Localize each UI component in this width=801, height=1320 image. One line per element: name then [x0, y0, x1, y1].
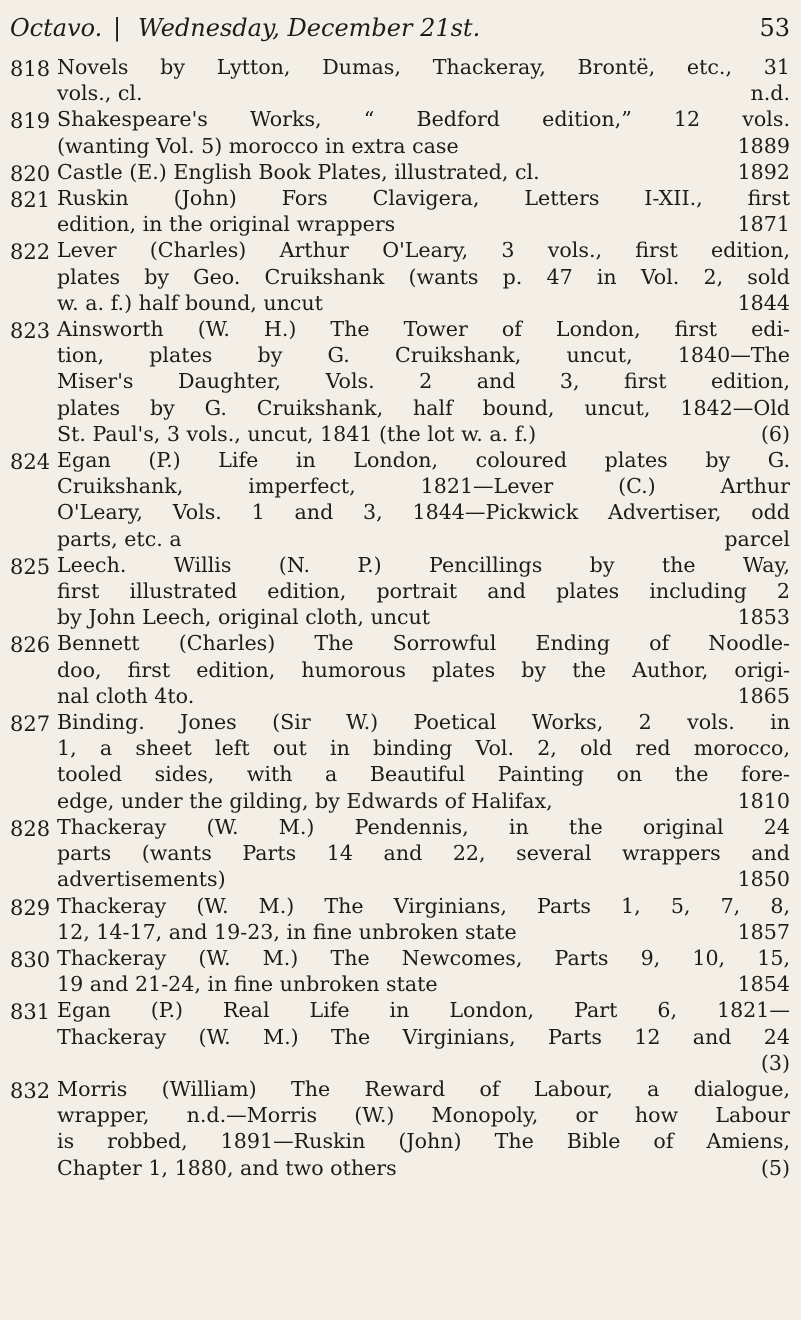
lot-description-line: Binding. Jones (Sir W.) Poetical Works, 2 vols. in	[57, 710, 790, 735]
lot-description	[57, 316, 800, 447]
lot-description-line: plates by G. Cruikshank, half bound, uncut, 1842—Old	[57, 395, 790, 420]
lot-description-line: plates by Geo. Cruikshank (wants p. 47 in Vol. 2, sold	[57, 264, 790, 289]
lot-description-line: Chapter 1, 1880, and two others (5)	[57, 1155, 790, 1180]
lot-description-line: O'Leary, Vols. 1 and 3, 1844—Pickwick Advertiser, odd	[57, 500, 790, 525]
lot-entry	[10, 237, 800, 316]
lot-description-line: 19 and 21-24, in fine unbroken state 1854	[57, 972, 790, 997]
lot-number: 829	[10, 895, 51, 920]
lot-description-line: Thackeray (W. M.) Pendennis, in the original 24	[57, 814, 790, 839]
lot-description-line: St. Paul's, 3 vols., uncut, 1841 (the lot w. a. f.) (6)	[57, 421, 790, 446]
lot-description	[57, 106, 800, 158]
lot-description	[57, 945, 800, 997]
lot-entry	[10, 54, 800, 106]
lot-list	[10, 54, 800, 1181]
lot-entry	[10, 709, 800, 814]
lot-entry	[10, 185, 800, 237]
lot-number: 820	[10, 161, 51, 186]
lot-description-line: Leech. Willis (N. P.) Pencillings by the Way,	[57, 552, 790, 577]
lot-number: 819	[10, 109, 51, 134]
lot-description-line: by John Leech, original cloth, uncut 1853	[57, 605, 790, 630]
lot-description-line: nal cloth 4to. 1865	[57, 683, 790, 708]
lot-number: 826	[10, 633, 51, 658]
lot-description-line: (wanting Vol. 5) morocco in extra case 1889	[57, 133, 790, 158]
lot-number: 825	[10, 554, 51, 579]
lot-description-line: w. a. f.) half bound, uncut 1844	[57, 290, 790, 315]
lot-description-line: 12, 14-17, and 19-23, in fine unbroken state 1857	[57, 919, 790, 944]
lot-number: 827	[10, 712, 51, 737]
lot-description	[57, 893, 800, 945]
lot-description-line: advertisements) 1850	[57, 867, 790, 892]
lot-number: 823	[10, 319, 51, 344]
lot-description-line: edge, under the gilding, by Edwards of Halifax, 1810	[57, 788, 790, 813]
lot-number: 818	[10, 57, 51, 81]
lot-description-line: Castle (E.) English Book Plates, illustrated, cl. 1892	[57, 159, 790, 184]
lot-description-line: tooled sides, with a Beautiful Painting on the fore-	[57, 762, 790, 787]
lot-description-line: Thackeray (W. M.) The Newcomes, Parts 9, 10, 15,	[57, 945, 790, 970]
lot-number: 824	[10, 450, 51, 475]
lot-description-line: Egan (P.) Real Life in London, Part 6, 1821—	[57, 998, 790, 1023]
lot-number: 831	[10, 1000, 51, 1025]
lot-description-line: Morris (William) The Reward of Labour, a dialogue,	[57, 1076, 790, 1101]
header-sale-date: Wednesday, December 21st.	[138, 14, 481, 42]
lot-description-line: doo, first edition, humorous plates by the Author, origi-	[57, 657, 790, 682]
lot-description	[57, 185, 800, 237]
lot-entry	[10, 1076, 800, 1181]
lot-description-line: (3)	[760, 1050, 790, 1075]
page-number: 53	[759, 14, 790, 42]
lot-description	[57, 630, 800, 709]
page-header	[10, 14, 790, 48]
lot-description	[57, 447, 800, 552]
lot-description-line: Ainsworth (W. H.) The Tower of London, first edi-	[57, 317, 790, 342]
lot-entry	[10, 893, 800, 945]
lot-description-line: Cruikshank, imperfect, 1821—Lever (C.) Arthur	[57, 474, 790, 499]
lot-number: 822	[10, 240, 51, 265]
lot-entry	[10, 447, 800, 552]
lot-number: 832	[10, 1078, 51, 1103]
header-separator: |	[113, 14, 122, 42]
lot-description-line: tion, plates by G. Cruikshank, uncut, 1840—The	[57, 343, 790, 368]
lot-description-line: Thackeray (W. M.) The Virginians, Parts 12 and 24	[57, 1024, 790, 1049]
lot-description	[57, 814, 800, 893]
lot-description	[57, 997, 800, 1076]
lot-entry	[10, 630, 800, 709]
lot-description-line: Bennett (Charles) The Sorrowful Ending of Noodle-	[57, 631, 790, 656]
lot-description	[57, 1076, 800, 1181]
header-format: Octavo.	[10, 14, 103, 42]
lot-entry	[10, 316, 800, 447]
lot-description-line: Egan (P.) Life in London, coloured plates by G.	[57, 448, 790, 473]
lot-entry	[10, 159, 800, 185]
lot-description-line: Lever (Charles) Arthur O'Leary, 3 vols., first edition,	[57, 238, 790, 263]
lot-description-line: first illustrated edition, portrait and plates including 2	[57, 579, 790, 604]
lot-description	[57, 159, 800, 185]
lot-number: 830	[10, 947, 51, 972]
lot-description-line: 1, a sheet left out in binding Vol. 2, old red morocco,	[57, 736, 790, 761]
lot-number: 821	[10, 188, 51, 213]
lot-description	[57, 54, 800, 106]
lot-description-line: Shakespeare's Works, “ Bedford edition,” 12 vols.	[57, 107, 790, 132]
lot-description-line: edition, in the original wrappers 1871	[57, 212, 790, 237]
lot-description-line: Ruskin (John) Fors Clavigera, Letters I-XII., first	[57, 186, 790, 211]
lot-description-line: Novels by Lytton, Dumas, Thackeray, Brontë, etc., 31	[57, 55, 790, 79]
lot-description-line: parts (wants Parts 14 and 22, several wrappers and	[57, 841, 790, 866]
lot-entry	[10, 997, 800, 1076]
lot-description-line: vols., cl. n.d.	[57, 81, 790, 106]
lot-description	[57, 552, 800, 631]
lot-description	[57, 709, 800, 814]
lot-entry	[10, 945, 800, 997]
lot-number: 828	[10, 816, 51, 841]
lot-description-line: Thackeray (W. M.) The Virginians, Parts 1, 5, 7, 8,	[57, 893, 790, 918]
lot-description	[57, 237, 800, 316]
lot-entry	[10, 106, 800, 158]
lot-description-line: wrapper, n.d.—Morris (W.) Monopoly, or how Labour	[57, 1103, 790, 1128]
lot-description-line: Miser's Daughter, Vols. 2 and 3, first edition,	[57, 369, 790, 394]
lot-entry	[10, 552, 800, 631]
lot-description-line: parts, etc. a parcel	[57, 526, 790, 551]
lot-entry	[10, 814, 800, 893]
lot-description-line: is robbed, 1891—Ruskin (John) The Bible of Amiens,	[57, 1129, 790, 1154]
